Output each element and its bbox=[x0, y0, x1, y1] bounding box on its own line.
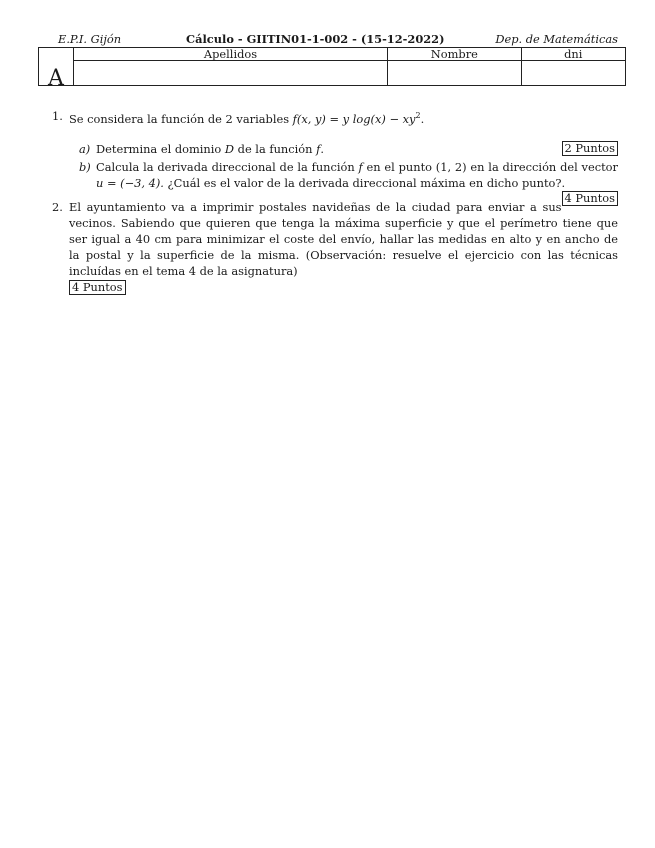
problem-2 bbox=[52, 199, 618, 295]
nombre-header: Nombre bbox=[388, 48, 521, 61]
dni-field[interactable] bbox=[521, 61, 625, 86]
problem-number: 2. bbox=[52, 200, 63, 214]
nombre-field[interactable] bbox=[388, 61, 521, 86]
problem-1a: a) Determina el dominio D de la función f. 2 Puntos bbox=[69, 141, 618, 157]
problem-1 bbox=[52, 108, 618, 205]
student-id-table bbox=[38, 47, 626, 91]
points-box: 2 Puntos bbox=[562, 141, 619, 156]
dni-header: dni bbox=[521, 48, 625, 61]
problem-number: 1. bbox=[52, 109, 63, 123]
problem-1b: b) Calcula la derivada direccional de la función f en el punto (1, 2) en la dirección del vector u = (−3, 4). ¿Cuál es el valor de la derivada direccional máxima en dicho punto?. 4 Puntos bbox=[79, 160, 618, 205]
department-name: Dep. de Matemáticas bbox=[495, 32, 618, 46]
page-header bbox=[58, 31, 618, 47]
apellidos-field[interactable] bbox=[73, 61, 387, 86]
points-box: 4 Puntos bbox=[562, 191, 619, 206]
part-label: a) bbox=[79, 142, 91, 156]
problems-list bbox=[52, 108, 618, 295]
exam-version-letter: A bbox=[39, 48, 74, 86]
points-box: 4 Puntos bbox=[69, 280, 126, 295]
problem-1-statement: Se considera la función de 2 variables f(x, y) = y $\log(x) - xy^2$. bbox=[69, 111, 425, 126]
part-label: b) bbox=[79, 160, 91, 174]
school-name: E.P.I. Gijón bbox=[58, 32, 122, 46]
function-formula: f(x, y) = y log(x) − xy bbox=[292, 112, 416, 126]
exam-title: Cálculo - GIITIN01-1-002 - (15-12-2022) bbox=[186, 32, 445, 46]
apellidos-header: Apellidos bbox=[73, 48, 387, 61]
problem-2-statement: El ayuntamiento va a imprimir postales navideñas de la ciudad para enviar a sus vecinos. Sabiendo que quieren que tenga la máxima superficie y que el perímetro tiene que ser igual a 40 cm para minimizar el coste del envío, hallar las medidas en alto y en ancho de la postal y la superficie de la misma. (Observación: resuelve el ejercicio con las técnicas incluídas en el tema 4 de la asignatura) bbox=[69, 200, 618, 278]
